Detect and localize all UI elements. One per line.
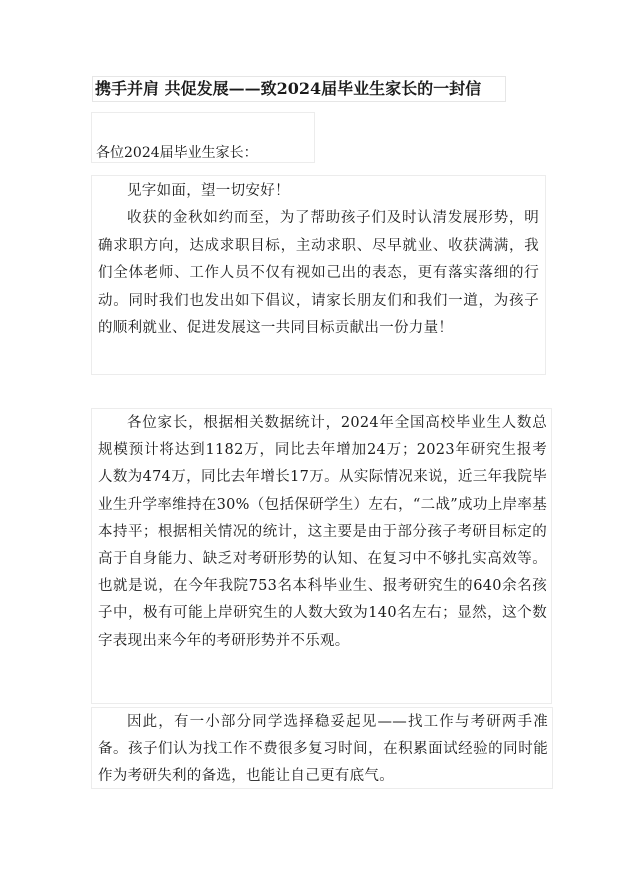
greeting: 各位2024届毕业生家长： — [96, 145, 258, 161]
paragraph-statistics: 各位家长，根据相关数据统计，2024年全国高校毕业生人数总规模预计将达到1182万，同比去年增加24万；2023年研究生报考人数为474万，同比去年增长17万。从实际情况来说，近三年我院毕业生升学率维持在30%（包括保研学生）左右，“二战”成功上岸率基本持平；根据相关情况的统计，这主要是由于部分孩子考研目标定的高于自身能力、缺乏对考研形势的认知、在复习中不够扎实高效等。也就是说，在今年我院753名本科毕业生、报考研究生的640余名孩子中，极有可能上岸研究生的人数大致为140名左右；显然，这个数字表现出来今年的考研形势并不乐观。 — [98, 415, 547, 649]
paragraph-dual-preparation: 因此，有一小部分同学选择稳妥起见——找工作与考研两手准备。孩子们认为找工作不费很多复习时间，在积累面试经验的同时能作为考研失利的备选，也能让自己更有底气。 — [98, 714, 548, 785]
page-title: 携手并肩 共促发展——致2024届毕业生家长的一封信 — [92, 76, 506, 102]
paragraph-salutation: 见字如面，望一切安好！ — [127, 183, 290, 199]
conclusion-section — [91, 707, 553, 789]
statistics-section — [91, 408, 552, 704]
paragraph-initiative: 收获的金秋如约而至，为了帮助孩子们及时认清发展形势，明确求职方向，达成求职目标，主动求职、尽早就业、收获满满，我们全体老师、工作人员不仅有视如己出的表态，更有落实落细的行动。同时我们也发出如下倡议，请家长朋友们和我们一道，为孩子的顺利就业、促进发展这一共同目标贡献出一份力量！ — [98, 210, 539, 337]
intro-section — [91, 175, 546, 375]
